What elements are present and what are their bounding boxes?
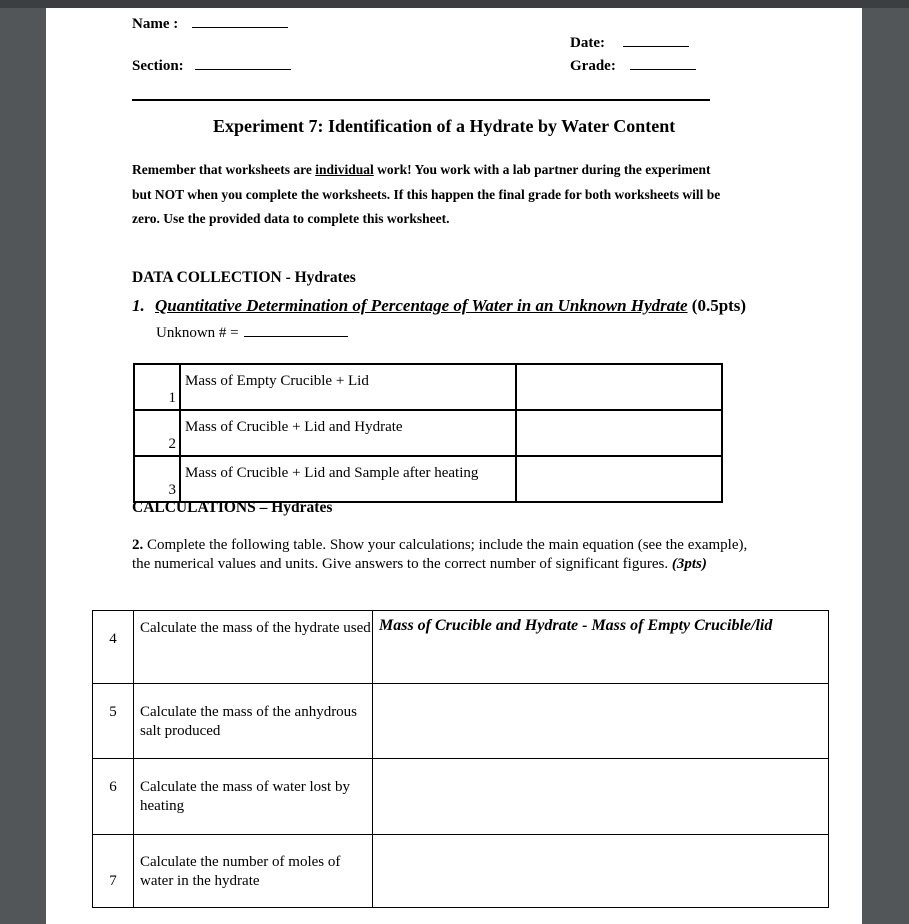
section-label: Section: [132, 58, 184, 74]
grade-label: Grade: [570, 58, 616, 74]
grade-blank[interactable] [630, 69, 696, 70]
row-value-cell[interactable] [516, 456, 722, 502]
row-label: Mass of Crucible + Lid and Hydrate [180, 410, 516, 456]
question-2-number: 2. [132, 537, 144, 553]
date-blank[interactable] [623, 46, 689, 47]
document-page [46, 8, 862, 924]
row-number: 2 [134, 410, 180, 456]
calculations-table [92, 610, 829, 908]
row-number: 6 [93, 759, 134, 835]
table-row [134, 410, 722, 456]
row-number: 4 [93, 611, 134, 684]
row-answer-cell[interactable]: Mass of Crucible and Hydrate - Mass of Empty Crucible/lid [373, 611, 829, 684]
row-label: Mass of Empty Crucible + Lid [180, 364, 516, 410]
grade-field [570, 58, 696, 75]
instructions-text-2: work! You work with a lab partner during the experiment but NOT when you complete the worksheets. If this happen the final grade for both worksheets will be zero. Use the provided data to complete this worksheet. [132, 162, 721, 226]
row-label: Calculate the mass of the anhydrous salt produced [134, 684, 373, 759]
unknown-field [156, 325, 348, 342]
header-divider [132, 99, 710, 101]
name-blank[interactable] [192, 27, 288, 28]
page-title: Experiment 7: Identification of a Hydrate by Water Content [213, 116, 676, 136]
question-1-title: Quantitative Determination of Percentage of Water in an Unknown Hydrate [155, 296, 688, 315]
calculations-heading: CALCULATIONS – Hydrates [132, 499, 333, 516]
question-2-points: (3pts) [671, 556, 707, 572]
table-row [134, 364, 722, 410]
question-2-text: Complete the following table. Show your calculations; include the main equation (see the example), the numerical values and units. Give answers to the correct number of significant figures. [132, 537, 748, 572]
question-2 [132, 536, 762, 574]
table-row [93, 835, 829, 908]
row-label: Mass of Crucible + Lid and Sample after heating [180, 456, 516, 502]
data-collection-heading: DATA COLLECTION - Hydrates [132, 269, 356, 286]
instructions-underlined: individual [315, 162, 374, 177]
table-row [93, 759, 829, 835]
section-blank[interactable] [195, 69, 291, 70]
row-number: 3 [134, 456, 180, 502]
unknown-blank[interactable] [244, 336, 348, 337]
name-label: Name : [132, 16, 179, 32]
row-label: Calculate the number of moles of water in the hydrate [134, 835, 373, 908]
instructions [132, 158, 732, 232]
table-row [134, 456, 722, 502]
question-1 [132, 296, 746, 316]
row-number: 5 [93, 684, 134, 759]
row-number: 1 [134, 364, 180, 410]
table-row [93, 611, 829, 684]
row-value-cell[interactable] [516, 410, 722, 456]
name-field [132, 16, 288, 33]
row-answer-cell[interactable] [373, 759, 829, 835]
viewer-top-bar [0, 0, 909, 8]
section-field [132, 58, 291, 75]
row-label: Calculate the mass of the hydrate used [134, 611, 373, 684]
date-label: Date: [570, 35, 605, 51]
date-field [570, 35, 689, 52]
row-answer-cell[interactable] [373, 684, 829, 759]
table-row [93, 684, 829, 759]
question-1-number: 1. [132, 296, 145, 315]
row-label: Calculate the mass of water lost by heating [134, 759, 373, 835]
row-answer-cell[interactable] [373, 835, 829, 908]
instructions-text-1: Remember that worksheets are [132, 162, 316, 177]
data-collection-table [133, 363, 723, 503]
unknown-label: Unknown # = [156, 325, 239, 341]
row-number: 7 [93, 835, 134, 908]
question-1-points: (0.5pts) [691, 296, 747, 315]
row-value-cell[interactable] [516, 364, 722, 410]
